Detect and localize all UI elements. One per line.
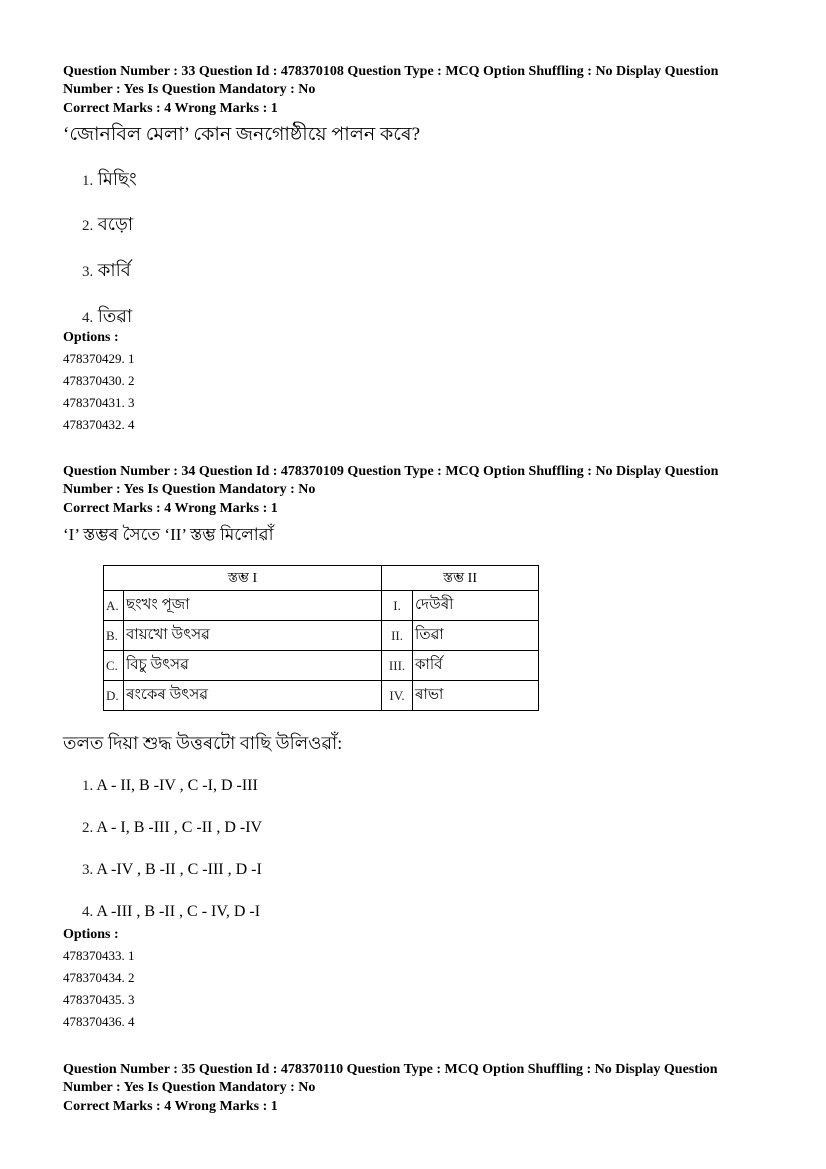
row-roman: IV. (382, 681, 413, 711)
table-header-row (104, 566, 539, 591)
choice-number: 3. (82, 862, 94, 878)
column-2-header: স্তম্ভ II (382, 566, 539, 591)
q33-option-1: 478370429. 1 (63, 351, 135, 366)
left-cell: বায়খো উৎসৱ (124, 621, 382, 651)
q33-choice-3 (82, 258, 131, 284)
choice-number: 2. (82, 218, 94, 234)
left-cell: ছংখং পূজা (124, 591, 382, 621)
column-1-header: স্তম্ভ I (104, 566, 382, 591)
q33-option-4: 478370432. 4 (63, 417, 135, 432)
q33-choice-1 (82, 167, 137, 193)
row-roman: I. (382, 591, 413, 621)
choice-text: বড়ো (97, 214, 134, 234)
q34-choice-1 (82, 774, 258, 798)
choice-text: A -III , B -II , C - IV, D -I (96, 903, 261, 920)
q33-choice-2 (82, 212, 133, 238)
right-cell: দেউৰী (413, 591, 539, 621)
q33-choice-4 (82, 304, 132, 330)
q33-header-line2: Number : Yes Is Question Mandatory : No (63, 82, 316, 97)
row-letter: B. (104, 621, 124, 651)
table-row (104, 621, 539, 651)
q33-header-line1: Question Number : 33 Question Id : 478370108 Question Type : MCQ Option Shuffling : No Display Question (63, 64, 719, 79)
row-letter: C. (104, 651, 124, 681)
table-row (104, 651, 539, 681)
right-cell: কাৰ্বি (413, 651, 539, 681)
row-roman: II. (382, 621, 413, 651)
choice-number: 4. (82, 310, 94, 326)
q33-option-3: 478370431. 3 (63, 395, 135, 410)
q34-instruction: তলত দিয়া শুদ্ধ উত্তৰটো বাছি উলিওৱাঁ: (63, 733, 343, 753)
choice-text: A - II, B -IV , C -I, D -III (96, 777, 258, 794)
right-cell: তিৱা (413, 621, 539, 651)
q34-options-label: Options : (63, 927, 119, 942)
table-row (104, 681, 539, 711)
q34-choice-4 (82, 900, 260, 924)
choice-number: 4. (82, 904, 94, 920)
choice-text: তিৱা (97, 306, 133, 326)
choice-text: A -IV , B -II , C -III , D -I (96, 861, 262, 878)
q34-question-text: ‘I’ স্তম্ভৰ সৈতে ‘II’ স্তম্ভ মিলোৱাঁ (63, 525, 274, 544)
q34-option-3: 478370435. 3 (63, 992, 135, 1007)
q34-choice-2 (82, 816, 262, 840)
choice-text: মিছিং (97, 169, 137, 189)
q34-option-2: 478370434. 2 (63, 970, 135, 985)
row-letter: A. (104, 591, 124, 621)
row-letter: D. (104, 681, 124, 711)
choice-number: 1. (82, 778, 94, 794)
q34-header-line1: Question Number : 34 Question Id : 478370109 Question Type : MCQ Option Shuffling : No Display Question (63, 464, 719, 479)
choice-number: 1. (82, 173, 94, 189)
q33-options-label: Options : (63, 330, 119, 345)
row-roman: III. (382, 651, 413, 681)
q34-match-table (103, 565, 539, 711)
q34-choice-3 (82, 858, 262, 882)
table-row (104, 591, 539, 621)
choice-text: কাৰ্বি (97, 260, 131, 280)
q34-option-1: 478370433. 1 (63, 948, 135, 963)
choice-number: 2. (82, 820, 94, 836)
q34-marks: Correct Marks : 4 Wrong Marks : 1 (63, 501, 278, 516)
q35-header-line2: Number : Yes Is Question Mandatory : No (63, 1080, 316, 1095)
q33-option-2: 478370430. 2 (63, 373, 135, 388)
q34-option-4: 478370436. 4 (63, 1014, 135, 1029)
q33-question-text: ‘জোনবিল মেলা’ কোন জনগোষ্ঠীয়ে পালন কৰে? (63, 124, 421, 145)
q33-marks: Correct Marks : 4 Wrong Marks : 1 (63, 101, 278, 116)
choice-text: A - I, B -III , C -II , D -IV (96, 819, 263, 836)
q35-header-line1: Question Number : 35 Question Id : 478370110 Question Type : MCQ Option Shuffling : No Display Question (63, 1062, 718, 1077)
choice-number: 3. (82, 264, 94, 280)
right-cell: ৰাভা (413, 681, 539, 711)
left-cell: ৰংকেৰ উৎসৱ (124, 681, 382, 711)
left-cell: বিচু উৎসৱ (124, 651, 382, 681)
q35-marks: Correct Marks : 4 Wrong Marks : 1 (63, 1099, 278, 1114)
q34-header-line2: Number : Yes Is Question Mandatory : No (63, 482, 316, 497)
